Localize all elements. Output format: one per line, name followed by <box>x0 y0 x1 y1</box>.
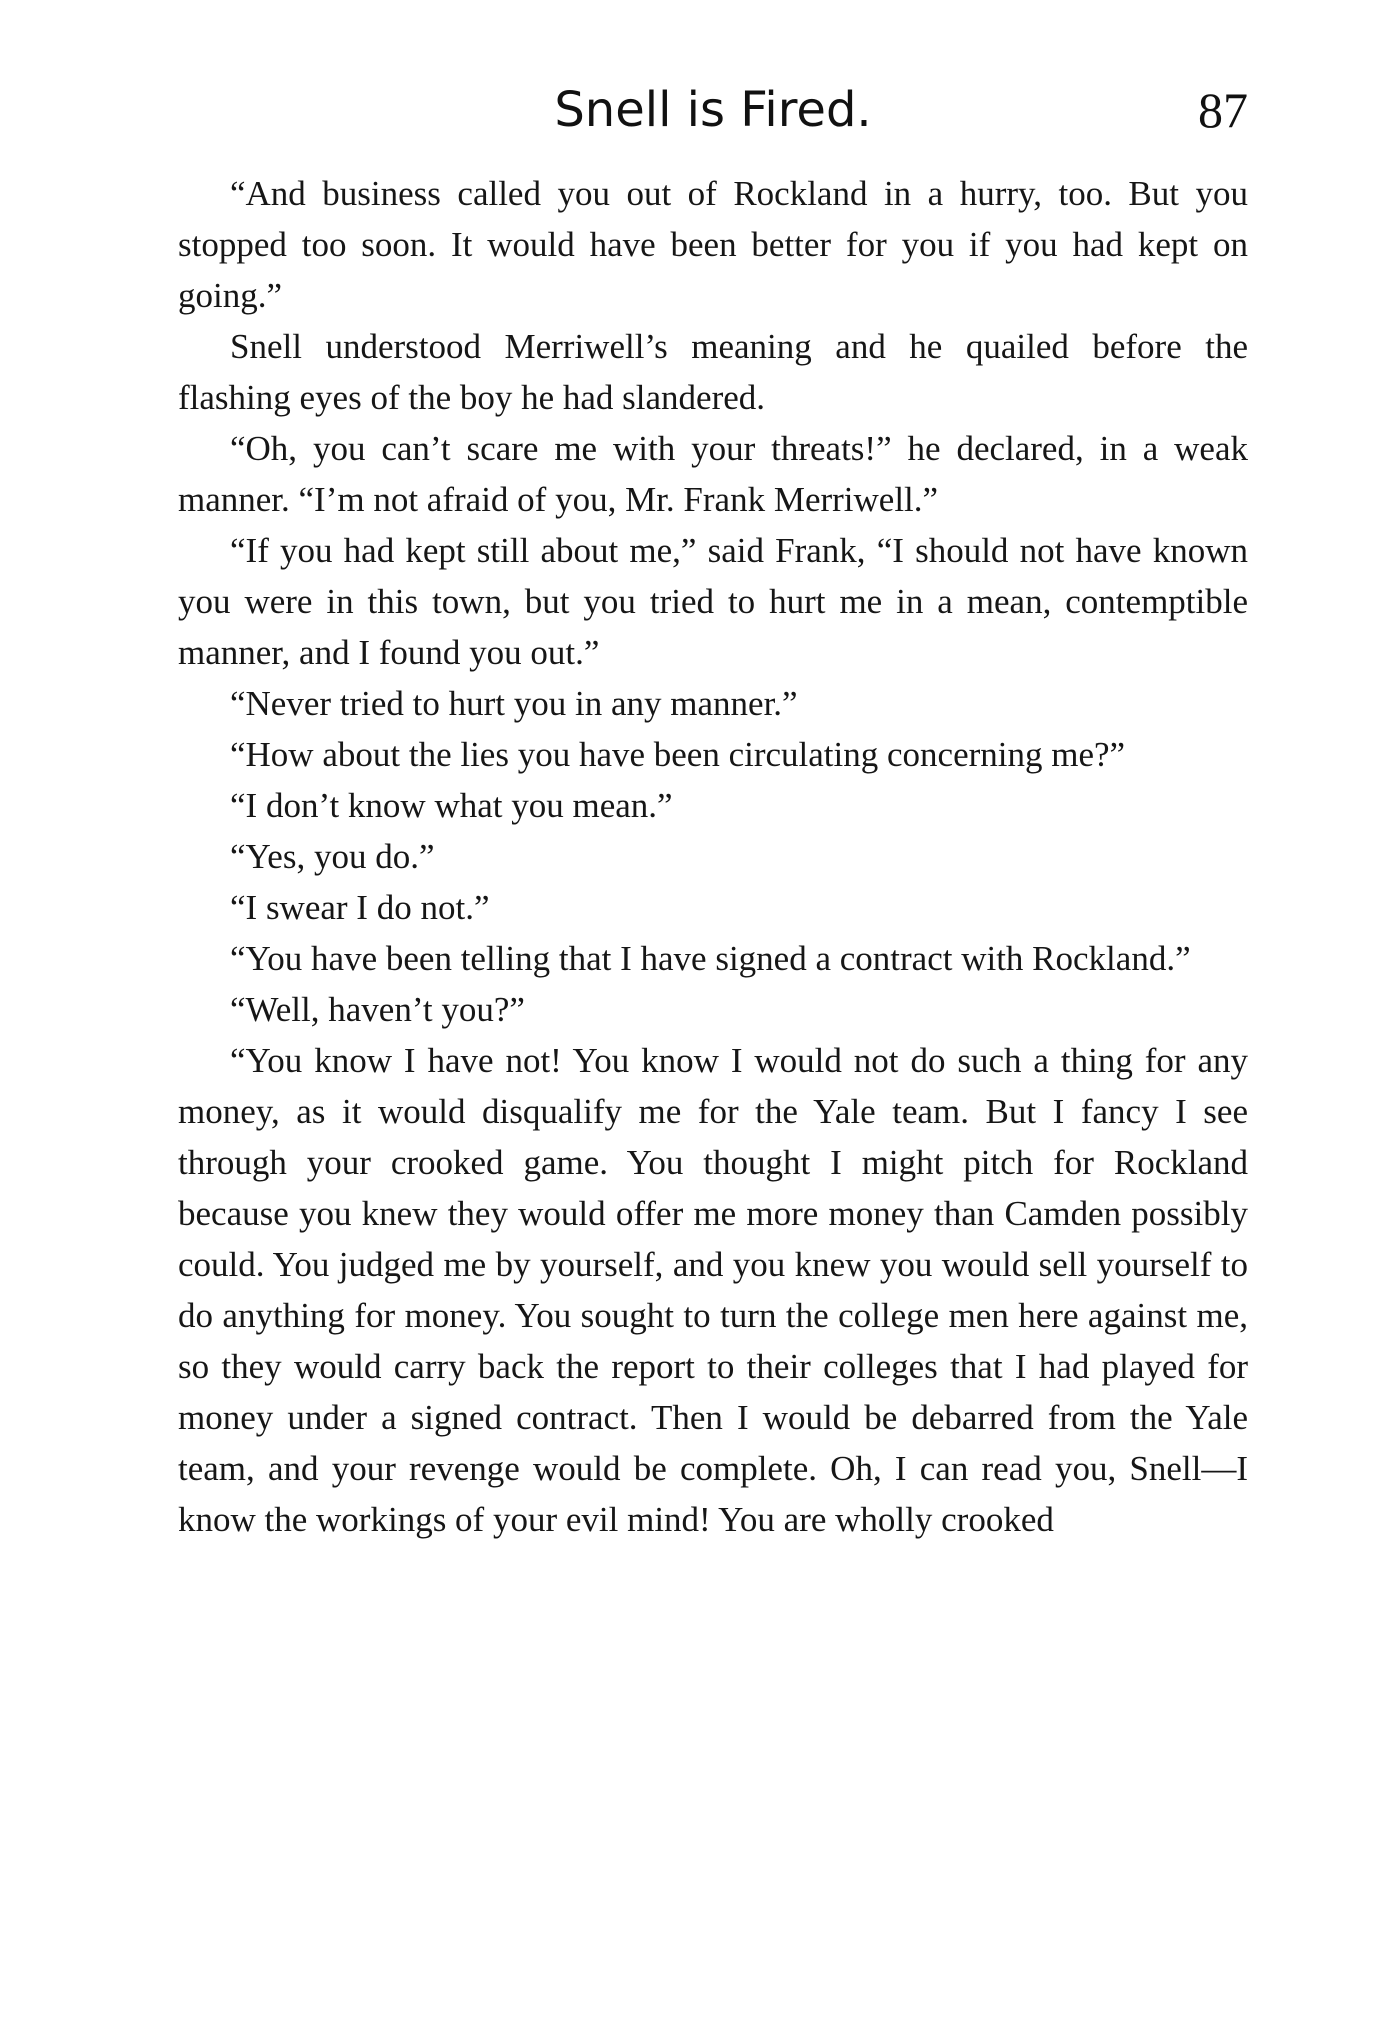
page-header <box>178 70 1248 150</box>
paragraph: “If you had kept still about me,” said Frank, “I should not have known you were in this town, but you tried to hurt me in a mean, contemptible manner, and I found you out.” <box>178 531 1248 672</box>
running-title: Snell is Fired. <box>554 82 872 138</box>
paragraph: “And business called you out of Rockland in a hurry, too. But you stopped too soon. It would have been better for you if you had kept on going.” <box>178 174 1248 315</box>
page-number: 87 <box>1198 82 1248 138</box>
body-text <box>178 168 1248 1545</box>
paragraph: “Oh, you can’t scare me with your threats!” he declared, in a weak manner. “I’m not afraid of you, Mr. Frank Merriwell.” <box>178 429 1248 519</box>
paragraph: “Yes, you do.” <box>230 837 435 876</box>
paragraph: “How about the lies you have been circulating concerning me?” <box>230 735 1126 774</box>
paragraph: “You have been telling that I have signed a contract with Rockland.” <box>230 939 1191 978</box>
paragraph: Snell understood Merriwell’s meaning and he quailed before the flashing eyes of the boy he had slandered. <box>178 327 1248 417</box>
paragraph: “Well, haven’t you?” <box>230 990 525 1029</box>
paragraph: “I don’t know what you mean.” <box>230 786 673 825</box>
paragraph: “You know I have not! You know I would not do such a thing for any money, as it would disqualify me for the Yale team. But I fancy I see through your crooked game. You thought I might pitch for Rockland because you knew they would offer me more money than Camden possibly could. You judged me by yourself, and you knew you would sell yourself to do anything for money. You sought to turn the college men here against me, so they would carry back the report to their colleges that I had played for money under a signed contract. Then I would be debarred from the Yale team, and your revenge would be complete. Oh, I can read you, Snell—I know the workings of your evil mind! You are wholly crooked <box>178 1041 1248 1539</box>
paragraph: “I swear I do not.” <box>230 888 490 927</box>
paragraph: “Never tried to hurt you in any manner.” <box>230 684 798 723</box>
